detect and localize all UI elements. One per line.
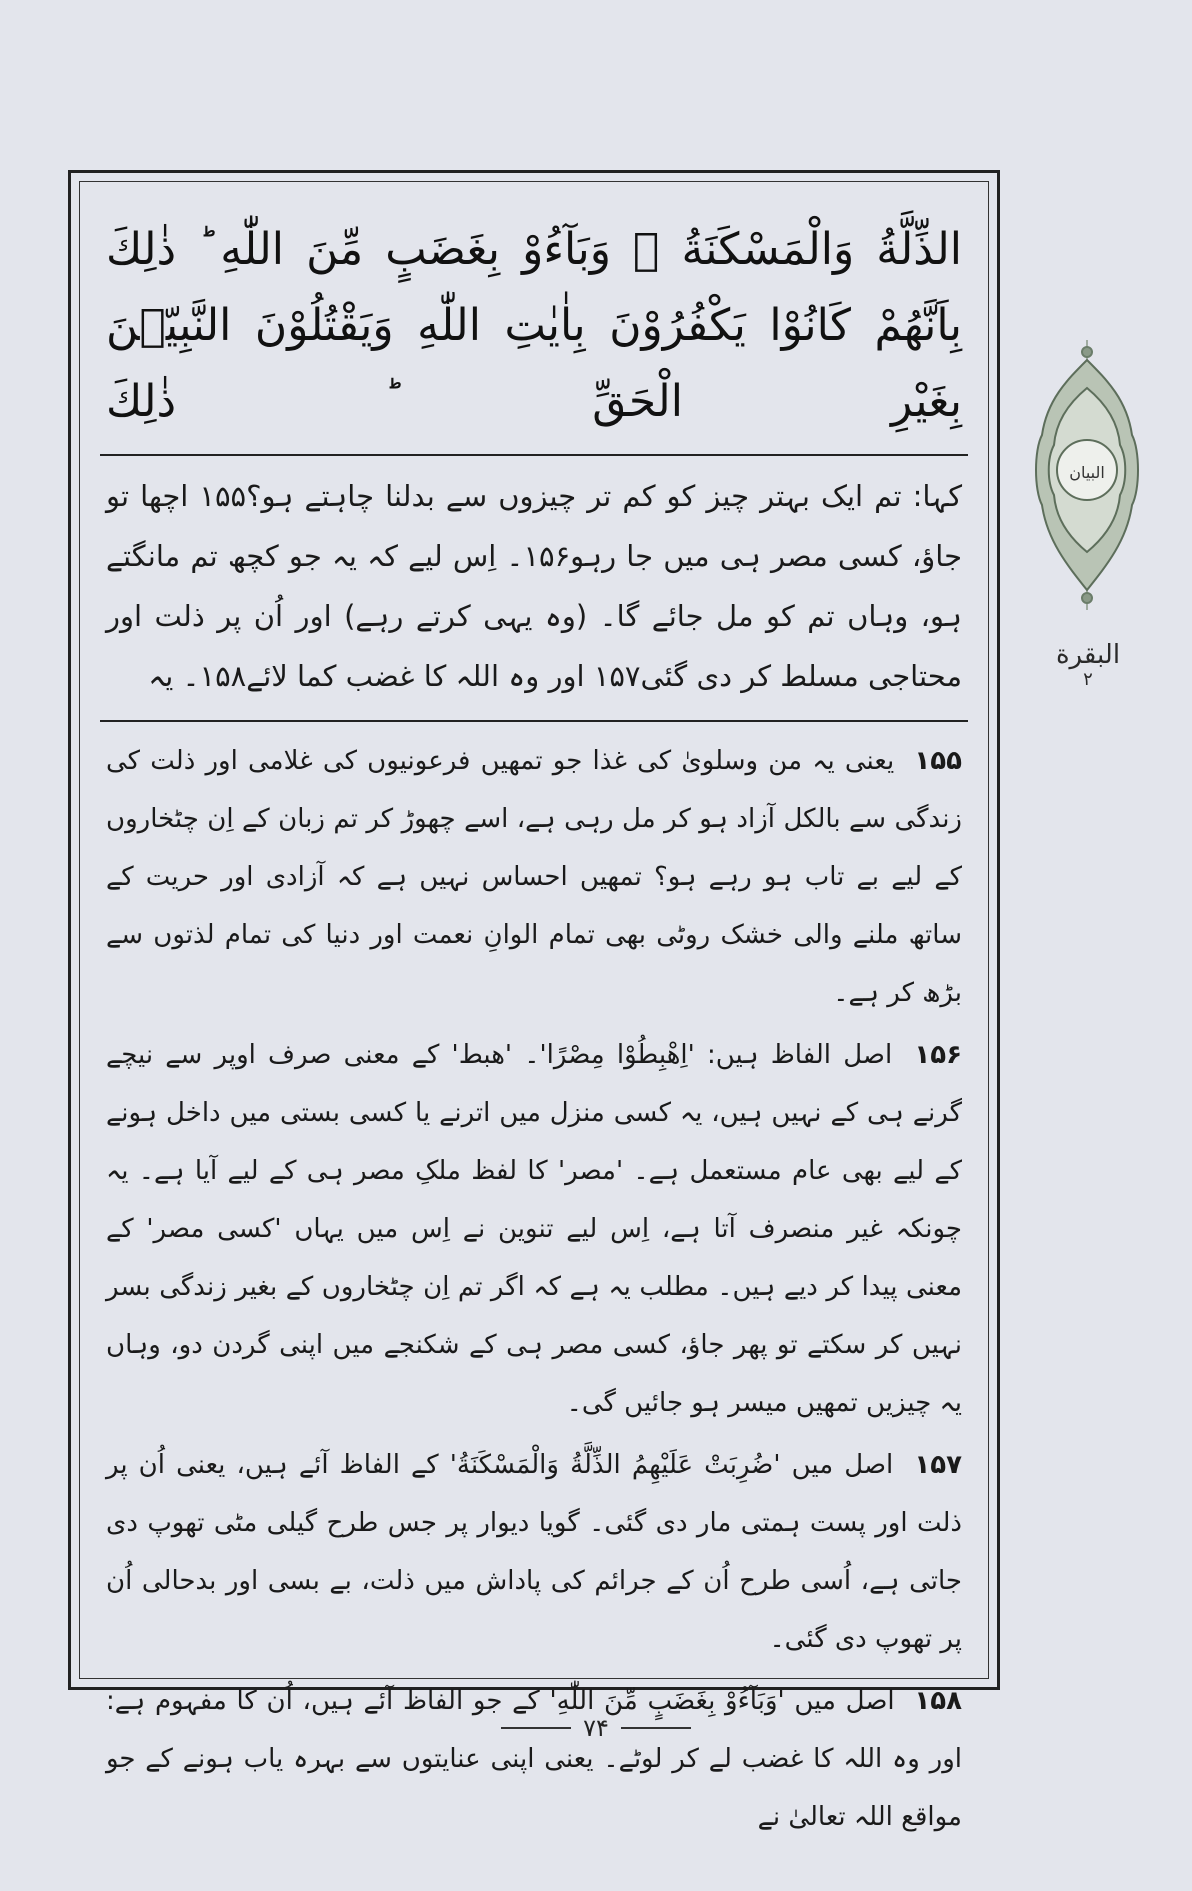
footnote-number: ۱۵۷ bbox=[914, 1450, 962, 1480]
footer-dash-right bbox=[621, 1727, 691, 1729]
book-title-ornament bbox=[1032, 340, 1142, 610]
footnote-number: ۱۵۶ bbox=[914, 1040, 963, 1070]
quran-verse: الذِّلَّةُ وَالْمَسْكَنَةُ ۗ وَبَآءُوْ بِغَضَبٍ مِّنَ اللّٰهِ ؕ ذٰلِكَ بِاَنَّهُمْ كَانُوْا يَكْفُرُوْنَ بِاٰيٰتِ اللّٰهِ وَيَقْتُلُوْنَ النَّبِيّٖنَ بِغَيْرِ الْحَقِّ ؕ ذٰلِكَ bbox=[106, 224, 962, 427]
footnote-number: ۱۵۵ bbox=[914, 746, 962, 776]
book-title: البیان bbox=[1069, 463, 1105, 482]
surah-number: ۲ bbox=[1083, 669, 1093, 690]
footnote-number: ۱۵۸ bbox=[914, 1686, 962, 1716]
surah-label bbox=[1040, 640, 1136, 690]
footnote-156 bbox=[106, 1026, 962, 1432]
footnote-text: اصل الفاظ ہیں: 'اِهْبِطُوْا مِصْرًا'۔ 'ھبط' کے معنی صرف اوپر سے نیچے گرنے ہی کے نہیں ہیں، یہ کسی منزل میں اترنے یا کسی بستی میں داخل ہونے کے لیے بھی عام مستعمل ہے۔ 'مصر' کا لفظ ملکِ مصر ہی کے لیے آیا ہے۔ یہ چونکہ غیر منصرف آتا ہے، اِس لیے تنوین نے اِس میں یہاں 'کسی مصر' کے معنی پیدا کر دیے ہیں۔ مطلب یہ ہے کہ اگر تم اِن چٹخاروں کے بغیر زندگی بسر نہیں کر سکتے تو پھر جاؤ، کسی مصر ہی کے شکنجے میں اپنی گردن دو، وہاں یہ چیزیں تمھیں میسر ہو جائیں گی۔ bbox=[106, 1040, 962, 1418]
footnotes bbox=[106, 732, 962, 1846]
footnote-155 bbox=[106, 732, 962, 1022]
footnote-text: اصل میں 'ضُرِبَتْ عَلَيْهِمُ الذِّلَّةُ وَالْمَسْكَنَةُ' کے الفاظ آئے ہیں، یعنی اُن پر ذلت اور پست ہمتی مار دی گئی۔ گویا دیوار پر جس طرح گیلی مٹی تھوپ دی جاتی ہے، اُسی طرح اُن کے جرائم کی پاداش میں ذلت، بے بسی اور بدحالی اُن پر تھوپ دی گئی۔ bbox=[106, 1450, 962, 1654]
surah-name: البقرة bbox=[1055, 640, 1121, 670]
page-footer bbox=[0, 1714, 1192, 1742]
footer-dash-left bbox=[501, 1727, 571, 1729]
footnote-text: اصل میں 'وَبَآءُوْ بِغَضَبٍ مِّنَ اللّٰهِ' کے جو الفاظ آئے ہیں، اُن کا مفہوم ہے: اور وہ اللہ کا غضب لے کر لوٹے۔ یعنی اپنی عنایتوں سے بہرہ یاب ہونے کے جو مواقع اللہ تعالیٰ نے bbox=[106, 1686, 962, 1832]
footnote-text: یعنی یہ من وسلویٰ کی غذا جو تمھیں فرعونیوں کی غلامی اور ذلت کی زندگی سے بالکل آزاد ہو کر مل رہی ہے، اسے چھوڑ کر تم زبان کے اِن چٹخاروں کے لیے بے تاب ہو رہے ہو؟ تمھیں احساس نہیں ہے کہ آزادی اور حریت کے ساتھ ملنے والی خشک روٹی بھی تمام الوانِ نعمت اور دنیا کی تمام لذتوں سے بڑھ کر ہے۔ bbox=[106, 746, 962, 1008]
page-number: ۷۴ bbox=[583, 1714, 609, 1742]
notes-divider bbox=[100, 720, 968, 722]
footnote-158 bbox=[106, 1672, 962, 1846]
verse-divider bbox=[100, 454, 968, 456]
footnote-157 bbox=[106, 1436, 962, 1668]
urdu-translation: کہا: تم ایک بہتر چیز کو کم تر چیزوں سے بدلنا چاہتے ہو؟۱۵۵ اچھا تو جاؤ، کسی مصر ہی میں جا رہو۱۵۶۔ اِس لیے کہ یہ جو کچھ تم مانگتے ہو، وہاں تم کو مل جائے گا۔ (وہ یہی کرتے رہے) اور اُن پر ذلت اور محتاجی مسلط کر دی گئی۱۵۷ اور وہ اللہ کا غضب کما لائے۱۵۸۔ یہ bbox=[106, 479, 963, 693]
